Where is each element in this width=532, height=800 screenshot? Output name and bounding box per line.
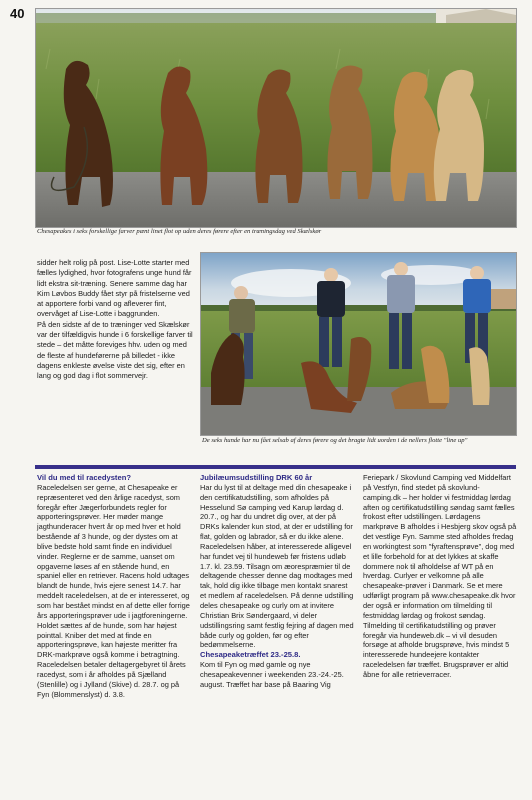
photo-mid-caption: De seks hunde har nu fået selsab af deres førere og det bragte lidt uorden i de nellers flotte "line up" [202,437,468,444]
photo-six-dogs [35,8,517,228]
photo-dogs-with-handlers [200,252,517,436]
page-number: 40 [10,6,25,21]
photo-top-caption: Chesapeakes i seks forskellige farver pænt linet flot op uden deres førere efter en træningsdag ved Skælskør [37,228,322,235]
racedyst-text: Raceledelsen ser gerne, at Chesapeake er repræsenteret ved den årlige racedyst, som foregår efter Jægerforbundets regler for apporteringsprøver. Her møder mange jagthunderacer hvert år op med hver et hold bestående af 3 hunde, og der dystes om at blive bedste hold samt finde en individuel vinder. Reglerne er de samme, uanset om opgaverne løses af en stående hund, en spaniel eller en retriever. Racens hold udtages blandt de hunde, hvis ejere senest 14.7. har meddelt raceledelsen, at de er interesseret, og som har bestået mindst en af dette eller forrige års apporteringsprøver ude i jagtforeningerne. Holdet sættes af de hunde, som har højest pointtal. Kniber det med at finde en apporteringsprøve, kan højeste meritter fra DRK-markprøve også komme i betragtning. Raceledelsen betaler deltagergebyret til årets racedyst, som i år afholdes på Sjælland (Stenlille) og i Jylland (Skive) d. 28.7. og på Fyn (Blommenslyst) d. 3.8. [37,482,190,699]
article-paragraph: På den sidste af de to træninger ved Skælskør var der tilfældigvis hunde i 6 forskellige farver til stede – det måtte foreviges hhv. uden og med de fleste af hundeførerne på billedet - ikke dagens enkleste øvelse viste det sig, efter en lang og god dag i flot sommervejr. [37,319,193,381]
racedyst-heading: Vil du med til racedysten? [37,473,131,482]
column-racedyst [37,473,191,699]
traeffet-text: Kom til Fyn og mød gamle og nye chesapeakevenner i weekenden 23.-24.-25. august. Træffet har base på Baaring Vig [200,660,344,689]
traeffet-heading: Chesapeaketræffet 23.-25.8. [200,650,301,660]
jubilaeum-text: Har du lyst til at deltage med din chesapeake i den certifikatudstilling, som afholdes på Hesselund Sø camping ved Karup lørdag d. 20.7., og har du undret dig over, at der på DRKs kalender kun stod, at der er udstilling for flat, golden og labrador, så er du ikke alene. Raceledelsen håber, at interesserede alligevel har fundet vej til hundeweb før fristens udløb 1.7. kl. 23.59. Tilsagn om æorespræmier til de deltagende chesser denne dag modtages med tak, hold dig ikke tilbage men kontakt snarest et medlem af raceledelsen. På denne udstilling deles chesapeake og curly om at invitere Christian Brix Søndergaard, vi deler udstillingsring samt festlig fejring af dagen med både curly og golden, før og efter bedømmelserne. [200,482,354,650]
article-body [37,258,195,382]
traeffet-continued-text: Feriepark / Skovlund Camping ved Middelfart på Vestfyn, find stedet på skovlund-camping.dk – her holder vi festmiddag lørdag aften og certifikatudstilling søndag samt fælles frokost efter udstillingen. Lørdagens markprøve B afholdes i Hesbjerg skov også på det vestlige Fyn. Samme sted afholdes fredag en workingtest som "fyraftensprøve", dog med et lille forbehold for at det lykkes at skaffe dommere nok til afholdelse af WT på en hverdag. Curlyer er velkomne på alle chesapeake-prøver i Danmark. Se et mere udførligt program på www.chesapeake.dk hvor der også er information om tilmelding til festmiddag lørdag og frokost søndag. Tilmelding til certifikatudstilling og prøver foregår via hundeweb.dk – vi vil desuden forsøge at afholde brugsprøve, hvis mindst 5 interesserede hundeejere kontakter raceledelsen før træffet. Brugsprøver er altid åbne for alle retrieverracer. [363,473,517,679]
article-paragraph: sidder helt rolig på post. Lise-Lotte starter med fælles lydighed, hvor fotografens unge hund får lidt ekstra sit-træning. Senere samme dag har Kim Løvbos Buddy fået styr på fristelserne ved at apportere forbi vand og afleverer fint, overvåget af Lise-Lotte i baggrunden. [37,258,192,319]
section-divider [35,465,516,469]
jubilaeum-heading: Jubilæumsudstilling DRK 60 år [200,473,313,482]
column-jubilaeum [200,473,354,690]
column-traeffet-cont [363,473,517,680]
